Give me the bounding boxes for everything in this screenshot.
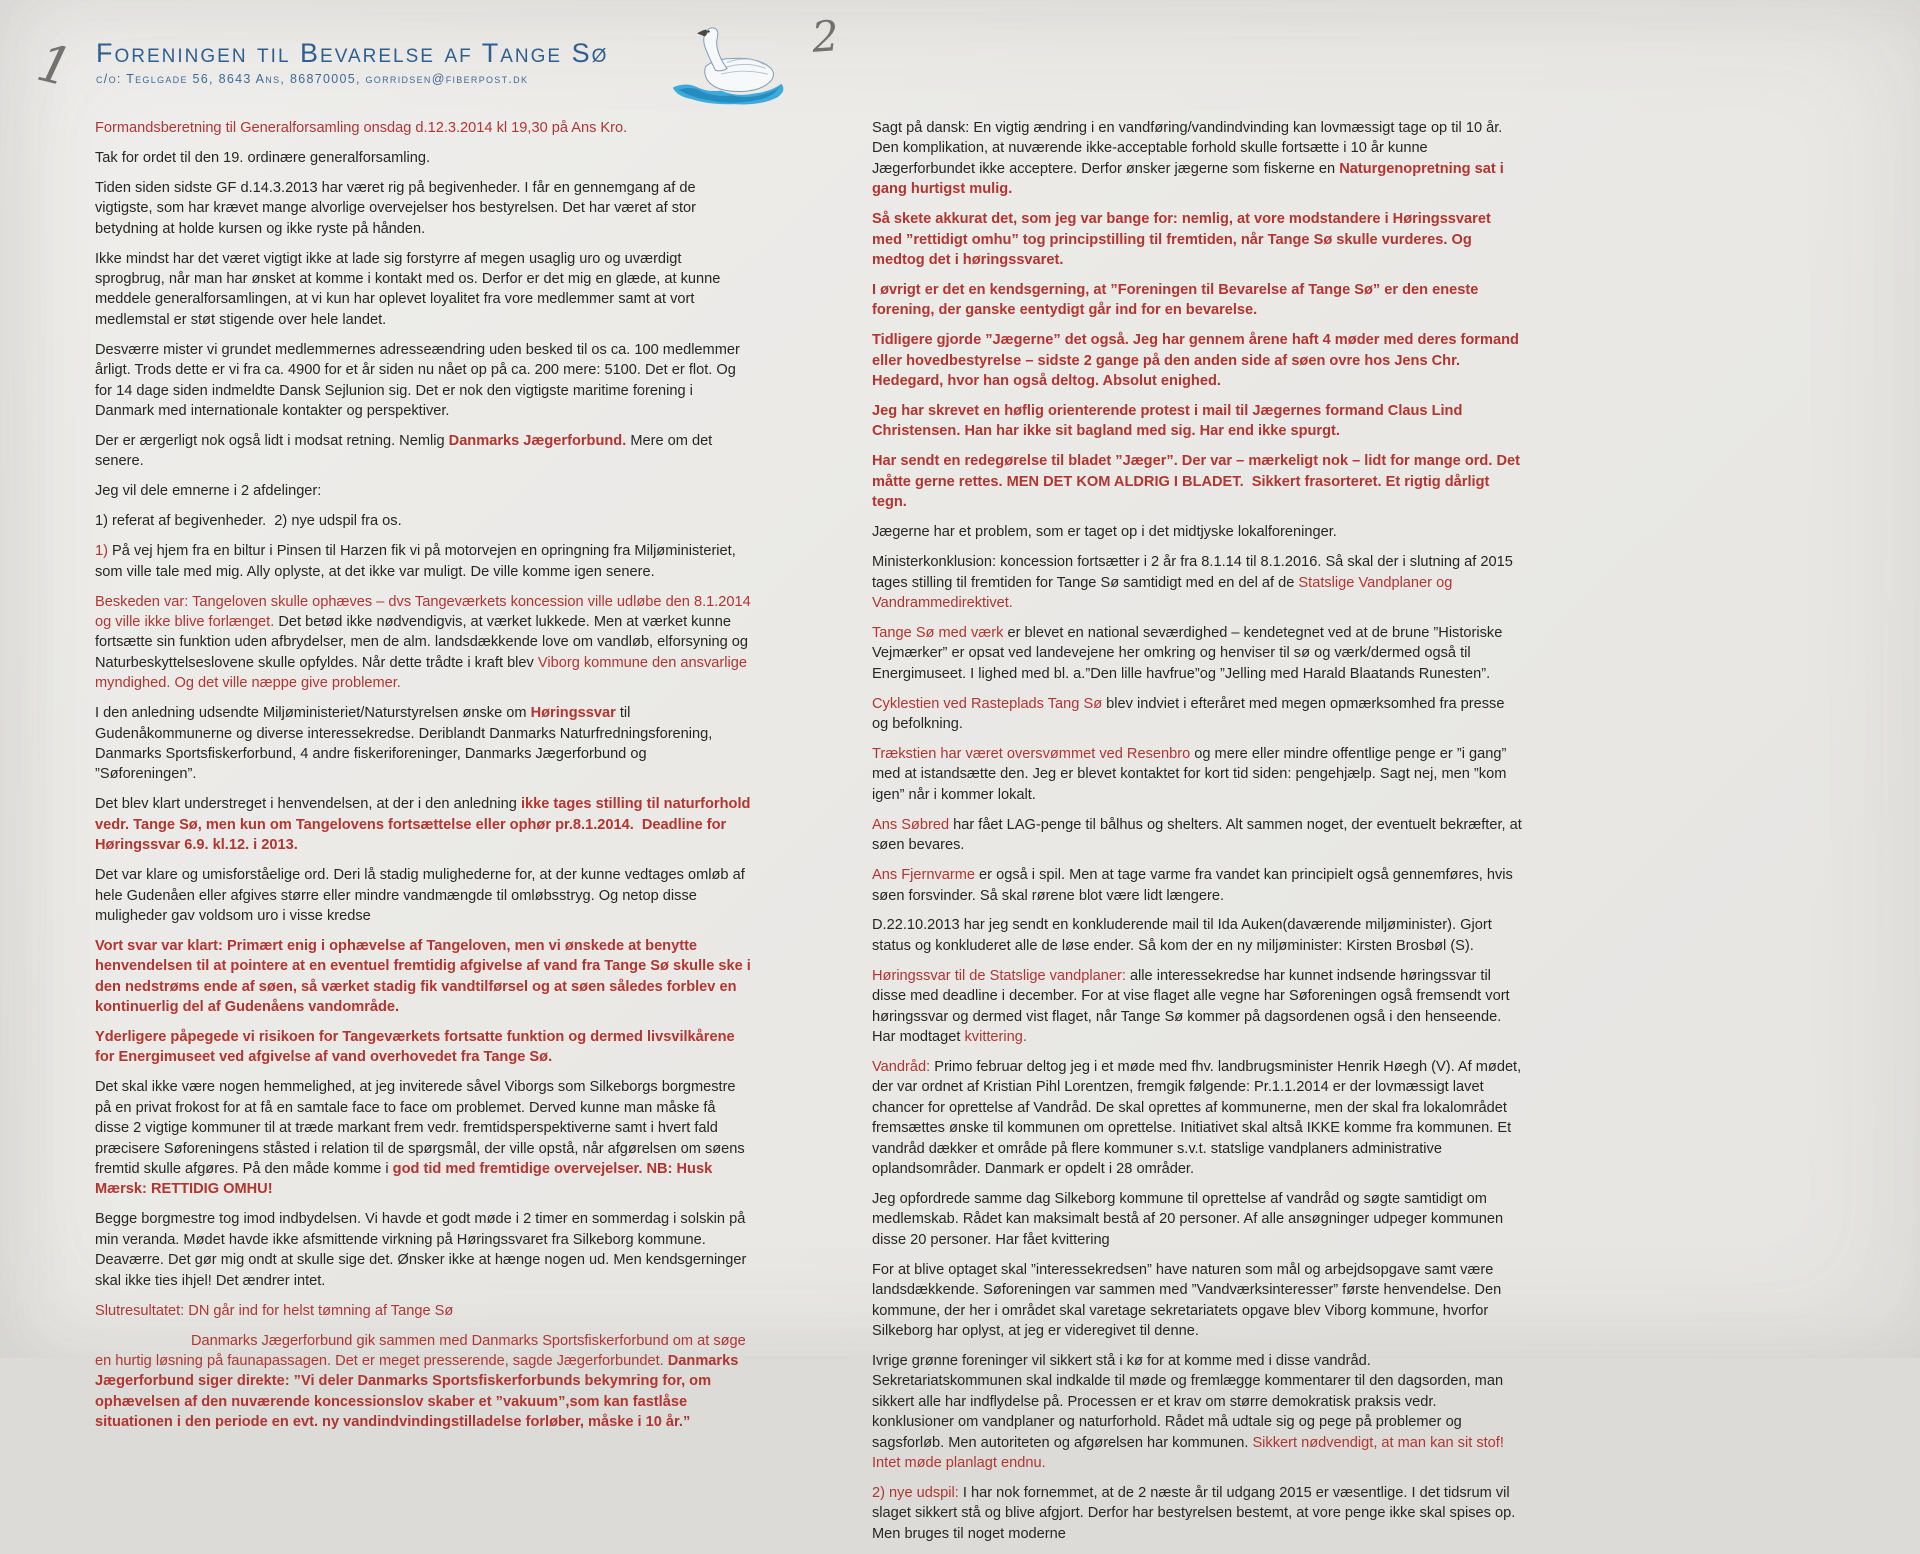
text-run: Sagt på dansk: En vigtig ændring i en vandføring/vandindvinding kan lovmæssigt tage op til 10 år. Den komplikation, at nuværende ikke-acceptable forhold skulle fortsætte i 10 år kunne Jægerforbundet ikke acceptere. Derfor ønsker jægerne som fiskerne en xyxy=(872,120,1503,177)
text-run: Ans Søbred xyxy=(872,816,950,833)
text-run: Høringssvar til de Statslige vandplaner: xyxy=(872,967,1126,984)
text-run: Det var klare og umisforståelige ord. Deri lå stadig mulighederne for, at der kunne vedtages omløb af hele Gudenåen eller afgives større eller mindre vandmængde til omløbsstryg. Og netop disse muligheder gav voldsom uro i visse kredse xyxy=(95,867,745,924)
paragraph xyxy=(95,511,752,531)
paragraph xyxy=(872,744,1522,805)
paragraph xyxy=(872,280,1522,321)
left-column xyxy=(95,118,752,1442)
text-run: Danmarks Jægerforbund gik sammen med Danmarks Sportsfiskerforbund om at søge en hurtig løsning på faunapassagen. Det er meget presserende, sagde Jægerforbundet. xyxy=(95,1332,746,1369)
text-run: Tidligere gjorde ”Jægerne” det også. Jeg har gennem årene haft 4 møder med deres formand eller hovedbestyrelse – sidste 2 gange på den anden side af søen ovre hos Jens Chr. Hedegard, hvor han også deltog. Absolut enighed. xyxy=(872,332,1519,390)
paragraph xyxy=(872,1189,1522,1250)
text-run: Høringssvar xyxy=(530,705,616,722)
text-run: Naturgenopretning sat i gang hurtigst mulig. xyxy=(872,160,1504,198)
text-run: Jægerne har et problem, som er taget op i det midtjyske lokalforeninger. xyxy=(872,524,1337,541)
text-run: kvittering. xyxy=(964,1029,1027,1046)
text-run: 2) nye udspil: xyxy=(872,1484,959,1501)
paragraph xyxy=(872,623,1522,684)
text-run: Vort svar var klart: Primært enig i ophævelse af Tangeloven, men vi ønskede at benytte henvendelsen til at pointere at en eventuel fremtidig afgivelse af vand fra Tange Sø skulle ske i den nedstrøms ende af søen, så værket stadig fik vandtilførsel og at søen således forblev en kontinuerlig del af Gudenåens vandområde. xyxy=(95,937,751,1016)
paragraph xyxy=(872,451,1522,512)
paragraph xyxy=(95,936,752,1018)
text-run: Tange Sø med værk xyxy=(872,624,1004,641)
paragraph xyxy=(95,118,752,138)
text-run: Sikkert nødvendigt, at man kan sit stof! Intet møde planlagt endnu. xyxy=(872,1434,1504,1472)
text-run: Slutresultatet: DN går ind for helst tømning af Tange Sø xyxy=(95,1302,454,1319)
paragraph xyxy=(872,815,1522,856)
text-run: Vandråd: xyxy=(872,1058,931,1075)
text-run: Det blev klart understreget i henvendelsen, at der i den anledning xyxy=(95,796,521,813)
text-run: Jeg har skrevet en høflig orienterende protest i mail til Jægernes formand Claus Lind Christensen. Han har ikke sit bagland med sig. Har end ikke spurgt. xyxy=(872,403,1463,440)
text-run: Har sendt en redegørelse til bladet ”Jæger”. Der var – mærkeligt nok – lidt for mange ord. Det måtte gerne rettes. MEN DET KOM ALDRIG I BLADET. Sikkert frasorteret. Et rigtig dårligt tegn. xyxy=(872,453,1520,511)
paragraph xyxy=(95,340,752,422)
text-run: Cyklestien ved Rasteplads Tang Sø xyxy=(872,695,1103,712)
text-run: Tak for ordet til den 19. ordinære generalforsamling. xyxy=(95,149,431,166)
text-run: Beskeden var: Tangeloven skulle ophæves – dvs Tangeværkets koncession ville udløbe den 8.1.2014 og ville ikke blive forlænget. xyxy=(95,593,751,630)
text-run: Danmarks Jægerforbund. xyxy=(448,432,627,449)
text-run: Trækstien har været oversvømmet ved Resenbro xyxy=(872,745,1191,762)
text-run: og mere eller mindre offentlige penge er ”i gang” med at istandsætte den. Jeg er blevet kontaktet for kort tid siden: pengehjælp. Sagt nej, men ”kom igen” når i kommer lokalt. xyxy=(872,745,1507,803)
paragraph xyxy=(95,431,752,472)
paragraph xyxy=(95,794,752,855)
paragraph xyxy=(872,401,1522,442)
paragraph xyxy=(95,1209,752,1291)
text-run: Danmarks Jægerforbund siger direkte: ”Vi deler Danmarks Sportsfiskerforbunds bekymring for, om ophævelsen af den nuværende koncessionslov skaber et ”vakuum”,som kan fastlåse situationen i den periode en evt. ny vandindvindingstilladelse forløber, måske i 10 år.” xyxy=(95,1352,739,1431)
text-run: Jeg opfordrede samme dag Silkeborg kommune til oprettelse af vandråd og søgte samtidigt om medlemskab. Rådet kan maksimalt bestå af 20 personer. Af alle ansøgninger udpeger kommunen disse 20 personer. Har fået kvittering xyxy=(872,1190,1504,1248)
text-run: Så skete akkurat det, som jeg var bange for: nemlig, at vore modstandere i Høringssvaret med ”rettidigt omhu” tog principstilling til fremtiden, når Tange Sø skulle vurderes. Og medtog det i høringssvaret. xyxy=(872,211,1491,269)
text-run: er også i spil. Men at tage varme fra vandet kan principielt også gennemføres, hvis søen forsvinder. Så skal rørene blot være lidt længere. xyxy=(872,867,1513,904)
text-run: D.22.10.2013 har jeg sendt en konkluderende mail til Ida Auken(daværende miljøminister). Gjort status og konkluderet alle de løse ender. Så kom der en ny miljøminister: Kirsten Brosbøl (S). xyxy=(872,917,1492,954)
paragraph xyxy=(872,552,1522,613)
text-run: 1) xyxy=(95,543,108,560)
text-run: Det skal ikke være nogen hemmelighed, at jeg inviterede såvel Viborgs som Silkeborgs borgmestre på en privat frokost for at få en samtale face to face om problemet. Derved kunne man måske få disse 2 vigtige kommuner til at træde markant frem vedr. fremtidsperspektiverne samt i hvert fald præcisere Søforeningens ståsted i relation til de spørgsmål, der ville opstå, når afgørelsen om søens fremtid skulle afgøres. På den måde komme i xyxy=(95,1079,745,1178)
paragraph xyxy=(95,1077,752,1200)
org-name: Foreningen til Bevarelse af Tange Sø xyxy=(96,38,609,68)
text-run: Jeg vil dele emnerne i 2 afdelinger: xyxy=(95,483,322,500)
text-run: Formandsberetning til Generalforsamling onsdag d.12.3.2014 kl 19,30 på Ans Kro. xyxy=(95,120,628,136)
text-run: I øvrigt er det en kendsgerning, at ”Foreningen til Bevarelse af Tange Sø” er den eneste forening, der ganske eentydigt går ind for en bevarelse. xyxy=(872,281,1479,319)
paragraph xyxy=(872,1260,1522,1342)
handwritten-page-number-left: 1 xyxy=(31,32,78,100)
paragraph xyxy=(872,1483,1522,1544)
paragraph xyxy=(95,541,752,582)
swan-logo-icon xyxy=(658,16,796,108)
paragraph xyxy=(872,118,1522,200)
text-run: 1) referat af begivenheder. 2) nye udspil fra os. xyxy=(95,513,402,530)
paragraph xyxy=(872,694,1522,735)
paragraph xyxy=(95,178,752,239)
paragraph xyxy=(872,1351,1522,1474)
text-run: Tiden siden sidste GF d.14.3.2013 har været rig på begivenheder. I får en gennemgang af de vigtigste, som har krævet mange alvorlige overvejelser hos bestyrelsen. Det har været af stor betydning at holde kursen og ikke ryste på hånden. xyxy=(95,179,697,237)
text-run: Desværre mister vi grundet medlemmernes adresseændring uden besked til os ca. 100 medlemmer årligt. Trods dette er vi fra ca. 4900 for et år siden nu nået op på ca. 200 mere: 5100. Det er flot. Og for 14 dage siden indmeldte Dansk Sejlunion sig. Det er nok den vigtigste maritime forening i Danmark med internationale kontakter og perspektiver. xyxy=(95,341,740,420)
text-run: er blevet en national seværdighed – kendetegnet ved at de brune ”Historiske Vejmærker” er opsat ved landevejene her omkring og henviser til sø og værk/dermed også til Energimuseet. I lighed med bl. a.”Den lille havfrue”og ”Jelling med Harald Blaatands Runesten”. xyxy=(872,624,1503,682)
text-run: Begge borgmestre tog imod indbydelsen. Vi havde et godt møde i 2 timer en sommerdag i solskin på min veranda. Mødet havde ikke afsmittende virkning på Høringssvaret fra Silkeborg kommune. Deaværre. Det gør mig ondt at skulle sige det. Ønsker ikke at hænge nogen ud. Men kendsgerninger skal ikke ties ihjel! Det ændrer intet. xyxy=(95,1211,747,1289)
text-run: Ikke mindst har det været vigtigt ikke at lade sig forstyrre af megen usaglig uro og uværdigt sprogbrug, når man har ønsket at komme i kontakt med os. Derfor er det mig en glæde, at kunne meddele generalforsamlingen, at vi kun har oplevet loyalitet fra vore medlemmer samt at vort medlemstal er støt stigende over hele landet. xyxy=(95,250,721,328)
paragraph xyxy=(95,1331,752,1433)
paragraph xyxy=(95,592,752,694)
paragraph xyxy=(95,703,752,785)
text-run: ikke tages stilling til naturforhold vedr. Tange Sø, men kun om Tangelovens fortsættelse eller ophør pr.8.1.2014. Deadline for Høringssvar 6.9. kl.12. i 2013. xyxy=(95,796,751,854)
text-run: Viborg kommune den ansvarlige myndighed. Og det ville næppe give problemer. xyxy=(95,654,747,692)
paragraph xyxy=(872,1057,1522,1180)
paragraph xyxy=(95,481,752,501)
paragraph xyxy=(95,148,752,168)
text-run: Det betød ikke nødvendigvis, at værket lukkede. Men at værket kunne fortsætte sin funktion uden afbrydelser, men de alm. landsdækkende love om vandløb, elforsyning og Naturbeskyttelseslovene skulle opfyldes. Når dette trådte i kraft blev xyxy=(95,613,749,671)
text-run: Der er ærgerligt nok også lidt i modsat retning. Nemlig xyxy=(95,432,449,449)
text-run: Primo februar deltog jeg i et møde med fhv. landbrugsminister Henrik Høegh (V). Af mødet, der var ordnet af Kristian Pihl Lorentzen, fremgik følgende: Pr.1.1.2014 er der lovmæssigt lavet chancer for oprettelse af Vandråd. De skal oprettes af kommunerne, men der skal fra lokalområdet fremsættes ønske til kommunen om oprettelse. Initiativet skal altså IKKE komme fra kommunen. Et vandråd dækker et område på flere kommuner s.v.t. statslige vandplaners administrative oplandsområder. Danmark er opdelt i 28 områder. xyxy=(872,1058,1522,1178)
text-run: Yderligere påpegede vi risikoen for Tangeværkets fortsatte funktion og dermed livsvilkårene for Energimuseet ved afgivelse af vand overhovedet fra Tange Sø. xyxy=(95,1029,735,1066)
text-run: For at blive optaget skal ”interessekredsen” have naturen som mål og arbejdsopgave samt være landsdækkende. Søforeningen var sammen med ”Vandværksinteresser” første henvendelse. Den kommune, der her i området skal varetage sekretariatets opgave blev Viborg kommune, hvorfor Silkeborg har oplyst, at jeg er videregivet til denne. xyxy=(872,1261,1502,1340)
handwritten-page-number-right: 2 xyxy=(810,11,841,62)
paragraph xyxy=(95,865,752,926)
paragraph xyxy=(872,966,1522,1048)
paragraph xyxy=(872,522,1522,542)
right-column xyxy=(872,118,1522,1554)
text-run: Ans Fjernvarme xyxy=(872,867,975,884)
text-run: I har nok fornemmet, at de 2 næste år til udgang 2015 er væsentlige. I det tidsrum vil slaget sikkert stå og blive afgjort. Derfor har bestyrelsen bestemt, at vore penge ikke skal spises op. Men bruges til noget moderne xyxy=(872,1484,1516,1542)
paragraph xyxy=(95,1027,752,1068)
text-run: Ivrige grønne foreninger vil sikkert stå i kø for at komme med i disse vandråd. Sekretariatskommunen skal indkalde til møde og fremlægge kommentarer til den dagsorden, man sikkert alle har indflydelse på. Processen er et krav om større demokratisk praksis vedr. konklusioner om vandplaner og naturforhold. Rådet må udtale sig og pege på problemer og sagsforløb. Men autoriteten og afgørelsen har kommunen. xyxy=(872,1352,1504,1451)
text-run: I den anledning udsendte Miljøministeriet/Naturstyrelsen ønske om xyxy=(95,705,531,722)
text-run: På vej hjem fra en biltur i Pinsen til Harzen fik vi på motorvejen en opringning fra Miljøministeriet, som ville tale med mig. Ally oplyste, at det ikke var muligt. De ville komme igen senere. xyxy=(95,543,736,580)
text-run: har fået LAG-penge til bålhus og shelters. Alt sammen noget, der eventuelt bekræfter, at søen bevares. xyxy=(872,816,1522,854)
paragraph xyxy=(872,915,1522,956)
paragraph xyxy=(95,1301,752,1321)
paragraph xyxy=(95,249,752,331)
org-address: c/o: Teglgade 56, 8643 Ans, 86870005, gorridsen@fiberpost.dk xyxy=(96,72,529,86)
paragraph xyxy=(872,209,1522,270)
text-run: alle interessekredse har kunnet indsende høringssvar til disse med deadline i december. For at vise flaget alle vegne har Søforeningen også fremsendt vort høringssvar og dermed vist flaget, når Tange Sø kommer på dagsordenen også i den henseende. Har modtaget xyxy=(872,967,1510,1046)
document-body xyxy=(95,118,1825,1554)
letterhead xyxy=(96,38,608,86)
paragraph xyxy=(872,865,1522,906)
text-run: god tid med fremtidige overvejelser. NB: Husk Mærsk: RETTIDIG OMHU! xyxy=(95,1161,713,1198)
text-run: Statslige Vandplaner og Vandrammedirektivet. xyxy=(872,574,1453,611)
paragraph xyxy=(872,330,1522,391)
text-run: blev indviet i efteråret med megen opmærksomhed fra presse og befolkning. xyxy=(872,695,1505,733)
text-run: Ministerkonklusion: koncession fortsætter i 2 år fra 8.1.14 til 8.1.2016. Så skal der i slutning af 2015 tages stilling til fremtiden for Tange Sø samtidigt med en del af de xyxy=(872,554,1513,591)
text-run: Mere om det senere. xyxy=(95,432,713,470)
text-run: til Gudenåkommunerne og diverse interessekredse. Deriblandt Danmarks Naturfredningsforening, Danmarks Sportsfiskerforbund, 4 andre fiskeriforeninger, Danmarks Jægerforbund og ”Søforeningen”. xyxy=(95,705,713,783)
